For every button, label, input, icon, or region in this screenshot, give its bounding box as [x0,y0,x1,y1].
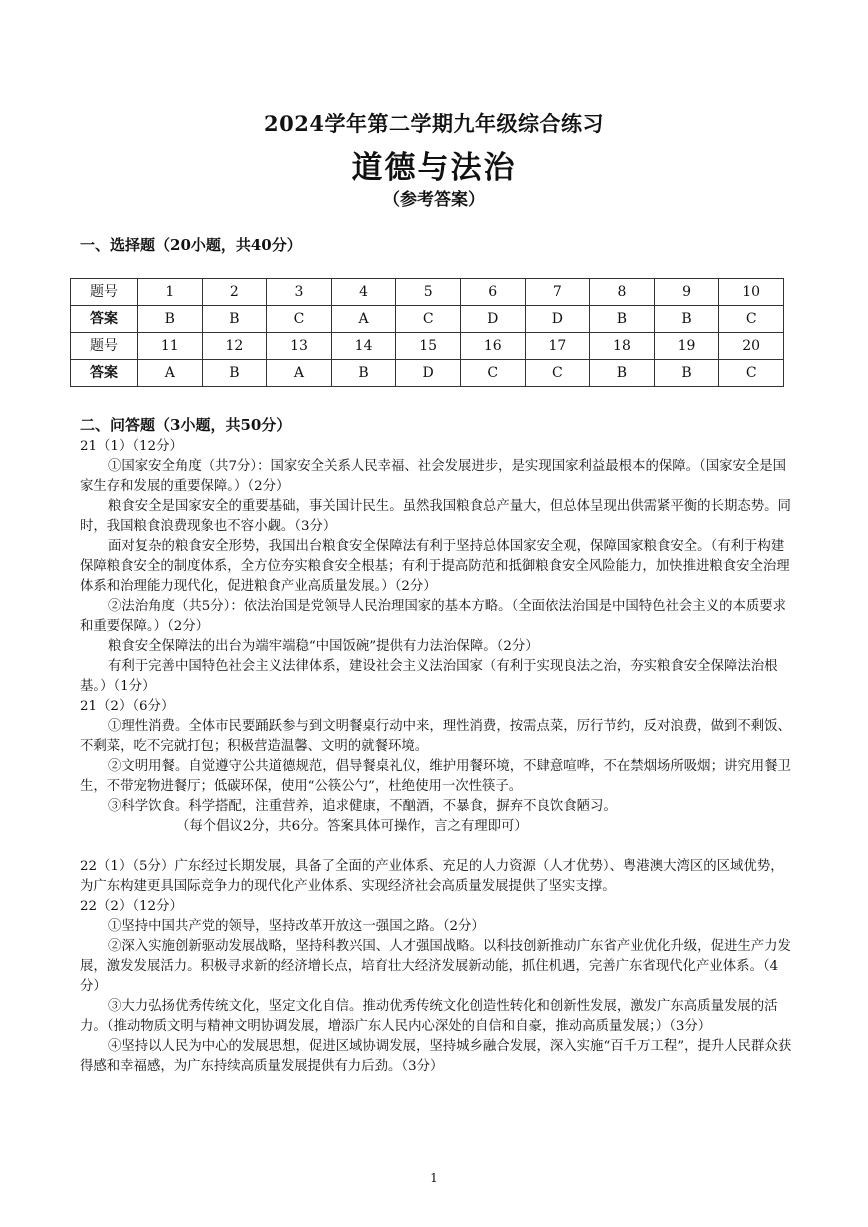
page-number: 1 [430,1171,438,1185]
question-number-cell: 4 [331,279,396,306]
answer-cell: C [719,360,784,387]
answer-paragraph: 粮食安全保障法的出台为端牢端稳“中国饭碗”提供有力法治保障。（2分） [108,639,539,654]
question-number-cell: 18 [590,333,655,360]
scoring-note: （每个倡议2分，共6分。答案具体可操作，言之有理即可） [176,819,528,834]
answer-paragraph: ①国家安全角度（共7分）：国家安全关系人民幸福、社会发展进步，是实现国家利益最根本的保障。（国家安全是国家生存和发展的重要保障。）（2分） [80,459,787,494]
answer-cell: B [331,360,396,387]
answer-cell: C [460,360,525,387]
question-number-cell: 15 [396,333,461,360]
answer-paragraph: ①坚持中国共产党的领导，坚持改革开放这一强国之路。（2分） [108,919,485,934]
question-number-cell: 8 [590,279,655,306]
question-number-cell: 11 [138,333,203,360]
answer-cell: A [138,360,203,387]
question-number-cell: 2 [202,279,267,306]
row-label: 答案 [71,306,138,333]
question-heading: 21（2）（6分） [80,699,175,714]
answer-paragraph: ④坚持以人民为中心的发展思想，促进区域协调发展，坚持城乡融合发展，深入实施“百千万工程”，提升人民群众获得感和幸福感，为广东持续高质量发展提供有力后劲。（3分） [80,1039,792,1074]
answer-paragraph: ②深入实施创新驱动发展战略，坚持科教兴国、人才强国战略。以科技创新推动广东省产业优化升级，促进生产力发展，激发发展活力。积极寻求新的经济增长点，培育壮大经济发展新动能，抓住机遇，完善广东省现代化产业体系。（4分） [80,939,791,994]
answer-cell: C [719,306,784,333]
section-heading-questions: 二、问答题（3小题，共50分） [80,416,292,434]
answer-cell: B [654,306,719,333]
answer-cell: A [267,360,332,387]
answer-cell: B [590,360,655,387]
spacer [80,837,792,857]
question-number-cell: 17 [525,333,590,360]
question-heading: 21（1）（12分） [80,439,183,454]
answer-paragraph: ②法治角度（共5分）：依法治国是党领导人民治理国家的基本方略。（全面依法治国是中国特色社会主义的本质要求和重要保障。）（2分） [80,599,787,634]
answer-cell: D [525,306,590,333]
answer-paragraph: ③科学饮食。科学搭配，注重营养，追求健康，不酗酒，不暴食，摒弃不良饮食陋习。 [108,799,617,814]
table-number-row [71,279,784,306]
question-number-cell: 19 [654,333,719,360]
question-number-cell: 12 [202,333,267,360]
answer-table [70,278,784,387]
question-number-cell: 20 [719,333,784,360]
answer-cell: B [590,306,655,333]
subject-title: 道德与法治 [351,150,517,186]
question-number-cell: 7 [525,279,590,306]
table-answer-row [71,306,784,333]
answer-cell: D [396,360,461,387]
table-answer-row [71,360,784,387]
question-number-cell: 3 [267,279,332,306]
answer-paragraph: ③大力弘扬优秀传统文化，坚定文化自信。推动优秀传统文化创造性转化和创新性发展，激发广东高质量发展的活力。（推动物质文明与精神文明协调发展，增添广东人民内心深处的自信和自豪，推动高质量发展；）（3分） [80,999,778,1034]
answer-key-subtitle: （参考答案） [383,190,485,210]
row-label: 题号 [71,279,138,306]
exam-title: 2024学年第二学期九年级综合练习 [264,111,604,136]
answer-paragraph: 粮食安全是国家安全的重要基础，事关国计民生。虽然我国粮食总产量大，但总体呈现出供需紧平衡的长期态势。同时，我国粮食浪费现象也不容小觑。（3分） [80,499,791,534]
answer-paragraph: ①理性消费。全体市民要踊跃参与到文明餐桌行动中来，理性消费，按需点菜，厉行节约，反对浪费，做到不剩饭、不剩菜，吃不完就打包；积极营造温馨、文明的就餐环境。 [80,719,791,754]
answer-cell: D [460,306,525,333]
question-number-cell: 9 [654,279,719,306]
section-heading-choice: 一、选择题（20小题，共40分） [80,236,302,254]
answer-cell: B [202,360,267,387]
question-heading: 22（2）（12分） [80,899,183,914]
question-heading: 22（1）（5分）广东经过长期发展，具备了全面的产业体系、充足的人力资源（人才优势）、粤港澳大湾区的区域优势，为广东构建更具国际竞争力的现代化产业体系、实现经济社会高质量发展提供了坚实支撑。 [80,859,784,894]
answer-paragraph: ②文明用餐。自觉遵守公共道德规范，倡导餐桌礼仪，维护用餐环境，不肆意喧哗，不在禁烟场所吸烟；讲究用餐卫生，不带宠物进餐厅；低碳环保，使用“公筷公勺”，杜绝使用一次性筷子。 [80,759,791,794]
question-number-cell: 6 [460,279,525,306]
answer-cell: B [654,360,719,387]
question-number-cell: 14 [331,333,396,360]
question-number-cell: 13 [267,333,332,360]
table-number-row [71,333,784,360]
answer-cell: B [138,306,203,333]
answer-paragraph: 面对复杂的粮食安全形势，我国出台粮食安全保障法有利于坚持总体国家安全观，保障国家粮食安全。（有利于构建保障粮食安全的制度体系，全方位夯实粮食安全根基；有利于提高防范和抵御粮食安全风险能力，加快推进粮食安全治理体系和治理能力现代化，促进粮食产业高质量发展。）（2分） [80,539,790,594]
question-number-cell: 16 [460,333,525,360]
question-number-cell: 1 [138,279,203,306]
answer-cell: C [396,306,461,333]
row-label: 答案 [71,360,138,387]
answer-cell: A [331,306,396,333]
answer-cell: C [267,306,332,333]
question-number-cell: 10 [719,279,784,306]
answer-cell: C [525,360,590,387]
row-label: 题号 [71,333,138,360]
answer-paragraph: 有利于完善中国特色社会主义法律体系，建设社会主义法治国家（有利于实现良法之治，夯实粮食安全保障法治根基。）（1分） [80,659,778,694]
question-number-cell: 5 [396,279,461,306]
answer-body [80,437,792,1077]
answer-cell: B [202,306,267,333]
